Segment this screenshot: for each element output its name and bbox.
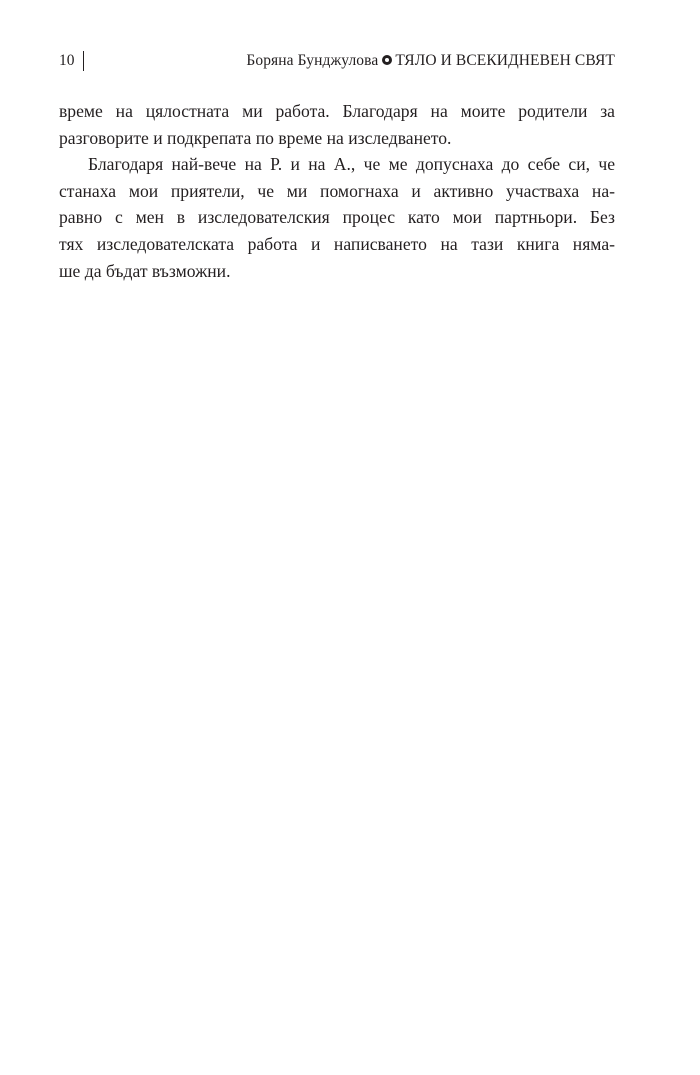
author-name: Боряна Бунджулова [246, 52, 379, 69]
circled-dot-icon [382, 55, 392, 65]
text-line: Благодаря най-вече на Р. и на А., че ме допуснаха до себе си, че [88, 154, 615, 175]
book-title: ТЯЛО И ВСЕКИДНЕВЕН СВЯТ [395, 52, 615, 69]
text-line: време на цялостната ми работа. Благодаря на моите родители за [59, 101, 615, 121]
text-line: ше да бъдат възможни. [59, 260, 231, 281]
text-line: станаха мои приятели, че ми помогнаха и активно участваха на- [59, 180, 615, 201]
page-number: 10 [59, 52, 75, 69]
text-line: равно с мен в изследователския процес като мои партньори. Без [59, 207, 615, 228]
header-divider [83, 51, 84, 71]
text-line: тях изследователската работа и написването на тази книга няма- [59, 233, 615, 254]
running-header [59, 49, 615, 73]
body-text [59, 98, 615, 284]
text-line: разговорите и подкрепата по време на изследването. [59, 127, 452, 148]
running-title [246, 49, 615, 73]
